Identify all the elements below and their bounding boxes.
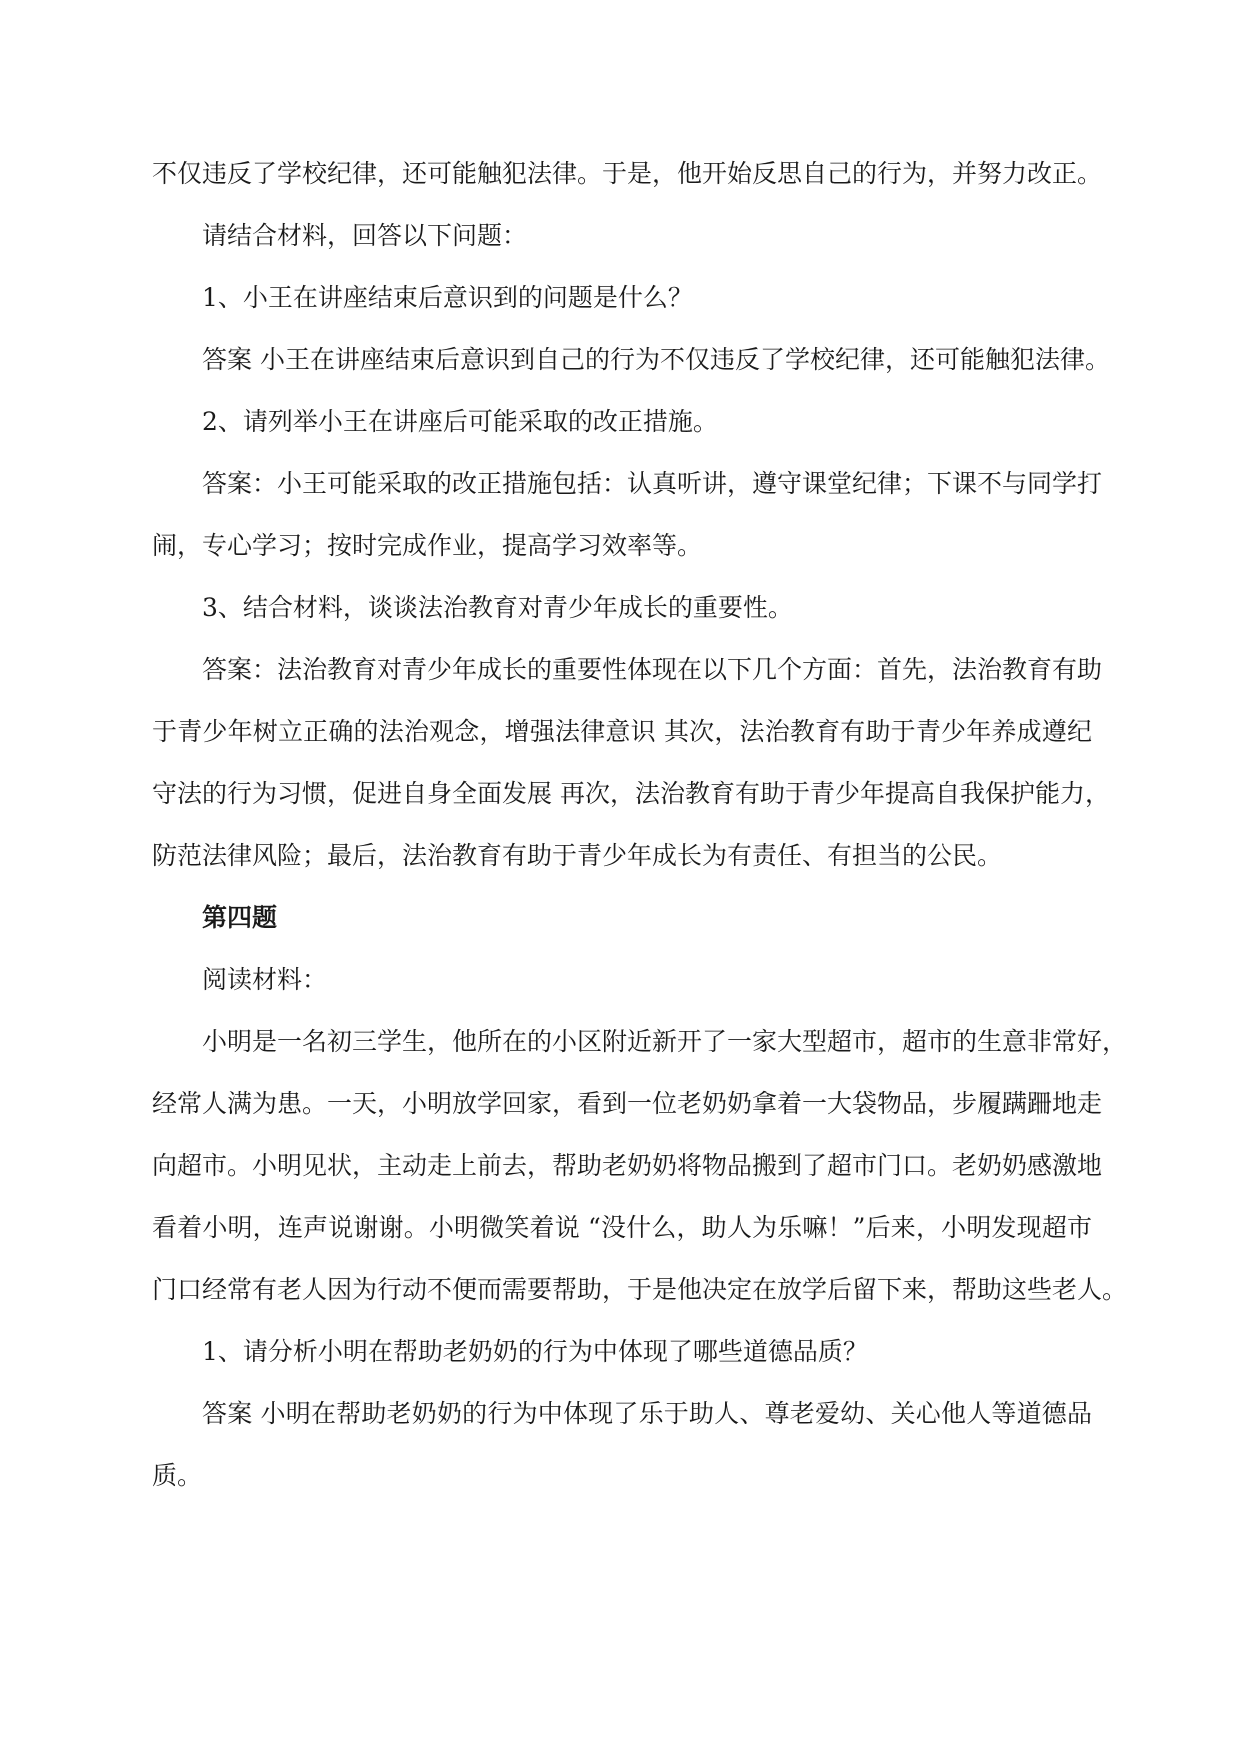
text-line: 不仅违反了学校纪律，还可能触犯法律。于是，他开始反思自己的行为，并努力改正。 [152,159,1103,188]
material-line: 看着小明，连声说谢谢。小明微笑着说 “没什么，助人为乐嘛！”后来，小明发现超市 [152,1213,1092,1242]
answer-line: 闹，专心学习；按时完成作业，提高学习效率等。 [152,531,703,560]
answer-line: 答案：小王可能采取的改正措施包括：认真听讲，遵守课堂纪律；下课不与同学打 [202,469,1103,498]
answer-line: 质。 [152,1461,203,1490]
question-line: 3、结合材料，谈谈法治教育对青少年成长的重要性。 [202,593,793,622]
material-line: 门口经常有老人因为行动不便而需要帮助，于是他决定在放学后留下来，帮助这些老人。 [152,1275,1128,1304]
answer-line: 答案：法治教育对青少年成长的重要性体现在以下几个方面：首先，法治教育有助 [202,655,1103,684]
answer-line: 守法的行为习惯，促进自身全面发展 再次，法治教育有助于青少年提高自我保护能力， [152,779,1110,808]
material-line: 小明是一名初三学生，他所在的小区附近新开了一家大型超市，超市的生意非常好， [202,1027,1128,1056]
answer-line: 于青少年树立正确的法治观念，增强法律意识 其次，法治教育有助于青少年养成遵纪 [152,717,1092,746]
document-page [152,143,1128,1507]
answer-line: 防范法律风险；最后，法治教育有助于青少年成长为有责任、有担当的公民。 [152,841,1003,870]
material-line: 向超市。小明见状，主动走上前去，帮助老奶奶将物品搬到了超市门口。老奶奶感激地 [152,1151,1103,1180]
answer-line: 答案 小王在讲座结束后意识到自己的行为不仅违反了学校纪律，还可能触犯法律。 [202,345,1110,374]
question-line: 2、请列举小王在讲座后可能采取的改正措施。 [202,407,718,436]
material-line: 经常人满为患。一天，小明放学回家，看到一位老奶奶拿着一大袋物品，步履蹒跚地走 [152,1089,1103,1118]
question-line: 1、小王在讲座结束后意识到的问题是什么？ [202,283,693,312]
question-line: 1、请分析小明在帮助老奶奶的行为中体现了哪些道德品质？ [202,1337,868,1366]
text-line: 请结合材料，回答以下问题： [202,221,528,250]
section-heading: 第四题 [202,903,278,932]
text-line: 阅读材料： [202,965,328,994]
answer-line: 答案 小明在帮助老奶奶的行为中体现了乐于助人、尊老爱幼、关心他人等道德品 [202,1399,1092,1428]
